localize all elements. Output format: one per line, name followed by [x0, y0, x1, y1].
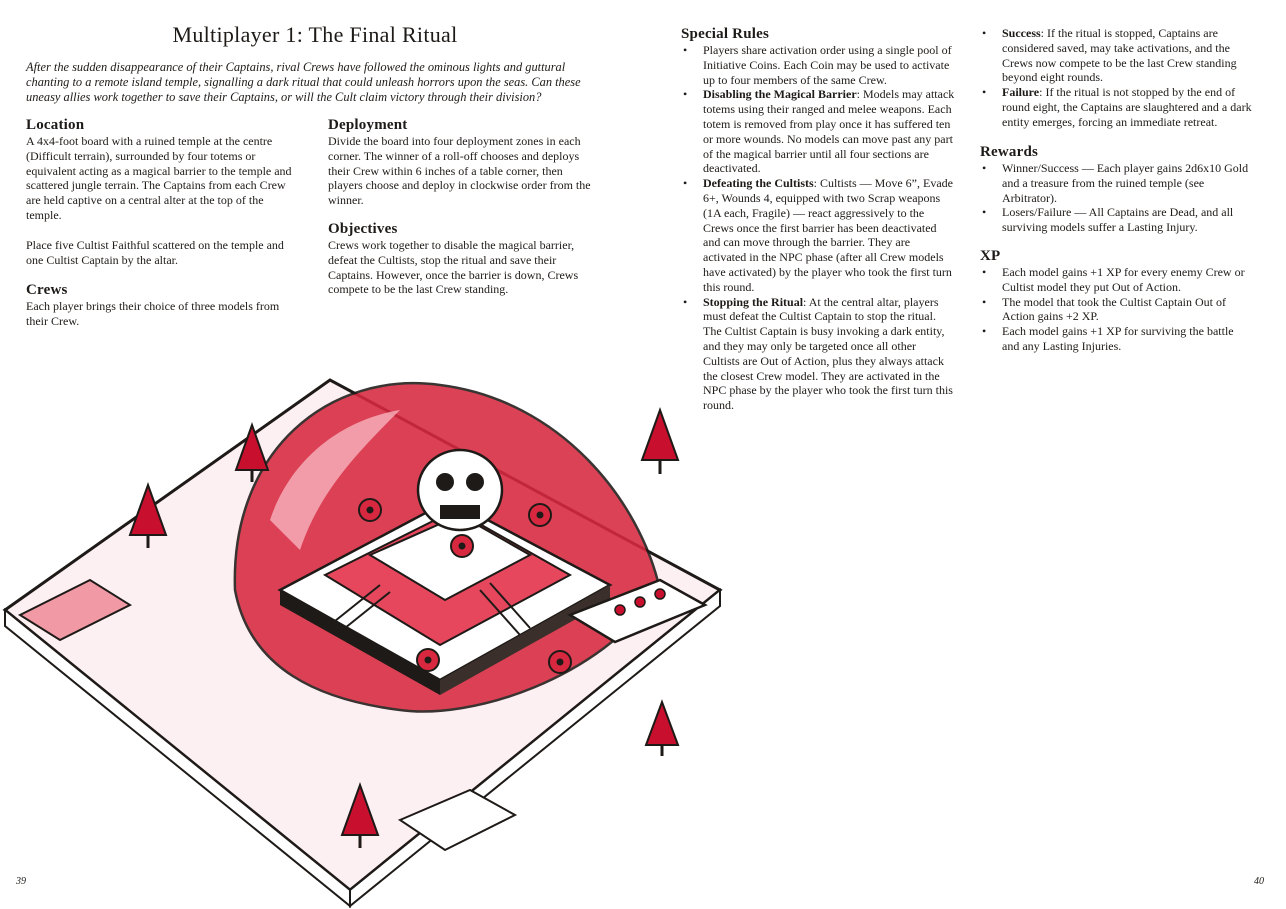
rewards-section: [980, 144, 1252, 235]
totem-eye-marker: [359, 499, 381, 521]
objectives-heading: Objectives: [328, 221, 398, 237]
special-rule-item: [681, 43, 955, 87]
crews-text: Each player brings their choice of three models from their Crew.: [26, 299, 280, 328]
rewards-list: [980, 161, 1252, 235]
page-number-left: 39: [16, 876, 26, 887]
ruin-marker: [655, 589, 665, 599]
xp-heading: XP: [980, 248, 1001, 264]
objectives-section: [328, 221, 600, 297]
xp-item: • The model that took the Cultist Captain Out of Action gains +2 XP.: [980, 295, 1252, 325]
reward-item: • Losers/Failure — All Captains are Dead, and all surviving models suffer a Lasting Injury.: [980, 205, 1252, 235]
temple-map-illustration: [0, 350, 730, 909]
intro-paragraph: After the sudden disappearance of their Captains, rival Crews have followed the ominous lights and guttural chanting to a remote island temple, signalling a dark ritual that could unleash horrors upon the seas. Can these uneasy allies work together to save their Captains, or will the Cult claim victory through their division?: [26, 60, 581, 104]
outcome-item: [980, 26, 1252, 85]
outcome-list: [980, 26, 1252, 130]
xp-item: • Each model gains +1 XP for surviving the battle and any Lasting Injuries.: [980, 324, 1252, 354]
jungle-tree: [642, 410, 678, 474]
totem-eye-marker: [417, 649, 439, 671]
page-number-right: 40: [1254, 876, 1264, 887]
location-text: A 4x4-foot board with a ruined temple at the centre (Difficult terrain), surrounded by four totems or equivalent acting as a magical barrier to the temple and scattered jungle terrain. The Captains from each Crew are held captive on a central alter at the top of the temple.: [26, 134, 292, 222]
ruin-marker: [635, 597, 645, 607]
jungle-tree: [646, 702, 678, 756]
xp-item: • Each model gains +1 XP for every enemy Crew or Cultist model they put Out of Action.: [980, 265, 1252, 295]
special-rule-item: [681, 87, 955, 176]
reward-item: • Winner/Success — Each player gains 2d6x10 Gold and a treasure from the ruined temple (see Arbitrator).: [980, 161, 1252, 205]
deployment-text: Divide the board into four deployment zones in each corner. The winner of a roll-off chooses and deploys their Crew within 6 inches of a table corner, then players choose and deploy in clockwise order from the winner.: [328, 134, 591, 208]
outcome-section: [980, 26, 1252, 130]
ruin-marker: [615, 605, 625, 615]
location-heading: Location: [26, 117, 85, 133]
skull-eye: [436, 473, 454, 491]
crews-section: [26, 282, 298, 329]
deployment-heading: Deployment: [328, 117, 408, 133]
crews-heading: Crews: [26, 282, 68, 298]
rewards-heading: Rewards: [980, 144, 1039, 160]
outcome-title: Success: [1002, 26, 1041, 40]
special-rule-item: [681, 176, 955, 294]
location-setup-text: Place five Cultist Faithful scattered on the temple and one Cultist Captain by the altar.: [26, 237, 284, 267]
page-title: Multiplayer 1: The Final Ritual: [172, 22, 458, 47]
rule-text: Players share activation order using a single pool of Initiative Coins. Each Coin may be used to activate up to four members of the same Crew.: [703, 43, 952, 87]
rule-title: Disabling the Magical Barrier: [703, 87, 857, 102]
rule-text: : Models may attack totems using their ranged and melee weapons. Each totem is removed from play once it has suffered ten or more wounds. No models can move past any part of the magical barrier until all four sections are deactivated.: [703, 87, 955, 176]
outcome-text: : If the ritual is stopped, Captains are considered saved, may take activations, and the Crews now compete to be the last Crew standing beyond eight rounds.: [1002, 26, 1237, 85]
rule-title: Defeating the Cultists: [703, 176, 814, 191]
deployment-section: [328, 117, 600, 208]
special-rules-heading: Special Rules: [681, 26, 770, 42]
outcome-text: : If the ritual is not stopped by the end of round eight, the Captains are slaughtered and a dark entity emerges, forcing an immediate retreat.: [1002, 85, 1252, 129]
outcome-title: Failure: [1002, 85, 1040, 100]
rule-text: : At the central altar, players must defeat the Cultist Captain to stop the ritual. The Cultist Captain is busy invoking a dark entity, and they may only be targeted once all other Cultists are Out of Action, plus they always attack the closest Crew model. They are activated in the NPC phase by the player who took the first turn this round.: [703, 294, 953, 413]
totem-eye-marker: [451, 535, 473, 557]
rule-text: : Cultists — Move 6”, Evade 6+, Wounds 4, equipped with two Scrap weapons (1A each, Fragile) — react aggressively to the Crews once the first barrier has been deactivated and can move through the barrier. They are activated in the NPC phase (after all Crew models have activated) by the player who took the first turn this round.: [703, 176, 953, 294]
skull-mouth: [440, 505, 480, 519]
xp-section: [980, 248, 1252, 354]
outcome-item: [980, 85, 1252, 129]
rule-title: Stopping the Ritual: [703, 294, 804, 309]
totem-eye-marker: [529, 504, 551, 526]
skull-eye: [466, 473, 484, 491]
xp-list: [980, 265, 1252, 354]
totem-eye-marker: [549, 651, 571, 673]
location-section: [26, 117, 298, 267]
objectives-text: Crews work together to disable the magical barrier, defeat the Cultists, stop the ritual and save their Captains. However, once the barrier is down, Crews compete to be the last Crew standing.: [328, 238, 579, 297]
